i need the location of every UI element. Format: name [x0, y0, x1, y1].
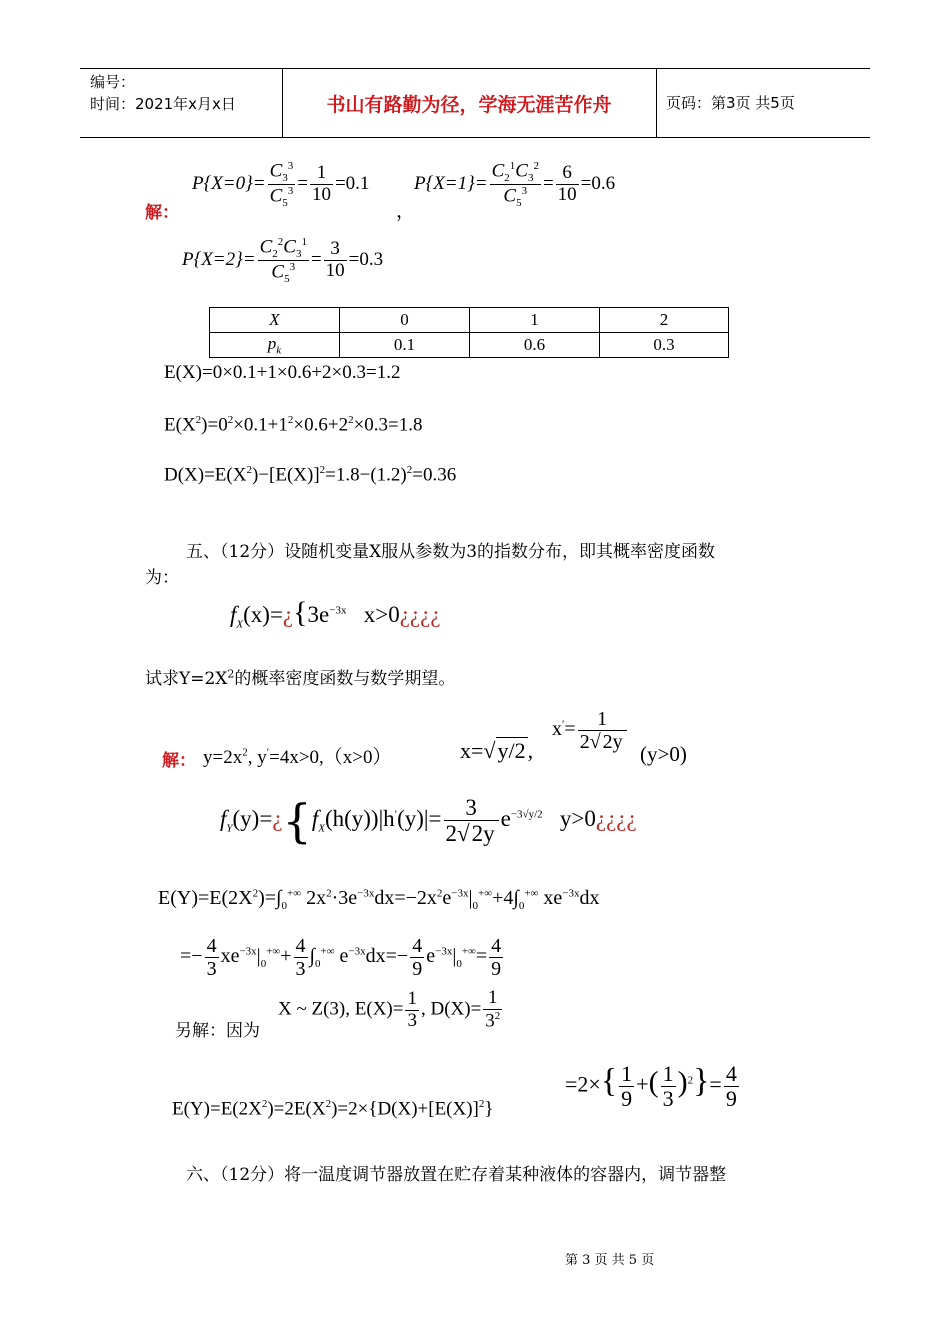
header-divider	[656, 69, 657, 137]
table-cell: 0.6	[470, 333, 600, 358]
prob-x1-lhs: P{X=1}=	[414, 173, 488, 195]
prob-x0-fraction: $\frac{1}{10}$	[311, 162, 331, 206]
expectation-formula: E(X)=0×0.1+1×0.6+2×0.3=1.2	[164, 362, 401, 383]
second-moment-formula: $E(X^2)=0^2\times 0.1+1^2\times 0.6+2^2\times 0.3=1.8$	[164, 414, 423, 436]
density-formula: $f_Y(y)=¿\{f_X(h(y))|h'(y)|=$ $\frac{3}{2√2y}$ $e^{-3√y/2}$ y>0¿¿¿¿	[220, 793, 637, 848]
distribution-table	[209, 307, 729, 358]
alt-solution-label: 另解：因为	[175, 1021, 260, 1041]
expectation-integral-line2: =− $\frac{4}{3}$ $xe^{-3x}|_0^{+\infty}+$ $\frac{4}{3}$ $\int_0^{+\infty}$ $e^{-3x}dx=-$ $\frac{4}{9}$ $e^{-3x}|_0^{+\infty}=$ $\frac{4}{9}$	[180, 935, 502, 980]
table-header-cell: 0	[340, 308, 470, 333]
table-header-cell: 1	[470, 308, 600, 333]
problem5-intro-line1: 五、（12分）设随机变量X服从参数为3的指数分布，即其概率密度函数	[186, 542, 716, 562]
header-time: 时间：2021年x月x日	[90, 95, 236, 113]
variance-formula: $D(X)=E(X^2)-[E(X)]^2=1.8-(1.2)^2=0.36$	[164, 464, 457, 486]
alt-expectation-formula-left: $E(Y)=E(2X^2)=2E(X^2)=2\times\{D(X)+[E(X)]^2\}$	[172, 1098, 494, 1120]
expectation-integral-line1: $E(Y)=E(2X^2)=\int_0^{+\infty}$ $2x^2\cdot 3e^{-3x}dx=-2x^2e^{-3x}|_0^{+\infty}+4\int_0^{+\infty}$ $xe^{-3x}dx$	[158, 887, 600, 912]
table-header-cell: X	[210, 308, 340, 333]
header-meta	[90, 71, 236, 115]
table-cell: 0.3	[600, 333, 729, 358]
alt-expectation-formula-right: =2×{ $\frac{1}{9}$ +( $\frac{1}{3}$ )$^2$}= $\frac{4}{9}$	[565, 1061, 737, 1112]
inverse-formula: x=√y/2,	[460, 738, 534, 763]
problem5-question: 试求$Y=2X^2$的概率密度函数与数学期望。	[145, 667, 456, 689]
page-footer: 第 3 页 共 5 页	[565, 1253, 655, 1268]
prob-x1-comb-fraction: $\frac{C_2^1C_3^2}{C_5^3}$	[491, 160, 539, 210]
prob-x0-lhs: P{X=0}=	[192, 173, 266, 195]
formula-comma: ，	[396, 201, 416, 222]
prob-x2-value: =0.3	[348, 249, 384, 271]
header-number: 编号：	[90, 73, 136, 91]
solution-label: 解：	[145, 203, 179, 223]
derivative-formula: x′= $\frac{1}{2√ 2y}$	[552, 708, 629, 753]
prob-x1-formula: P{X=1}= $\frac{C_2^1C_3^2}{C_5^3}$ = $\frac{6}{10}$ =0.6	[414, 160, 616, 210]
prob-x2-lhs: P{X=2}=	[182, 249, 256, 271]
table-header-cell: 2	[600, 308, 729, 333]
header-motto: 书山有路勤为径，学海无涯苦作舟	[326, 94, 612, 116]
table-cell-pk: $p_k$	[210, 333, 340, 358]
header-page-number: 页码：第3页 共5页	[666, 94, 795, 112]
prob-x2-fraction: $\frac{3}{10}$	[325, 238, 345, 282]
prob-x0-comb-fraction: $\frac{C_3^3}{C_5^3}$	[269, 160, 294, 210]
prob-x1-value: =0.6	[580, 173, 616, 195]
problem6-intro: 六、（12分）将一温度调节器放置在贮存着某种液体的容器内，调节器整	[186, 1165, 727, 1185]
prob-x0-value: =0.1	[334, 173, 370, 195]
prob-x1-fraction: $\frac{6}{10}$	[557, 162, 577, 206]
table-row	[210, 333, 729, 358]
substitution-formula: $y=2x^2$, y′=4x>0,（x>0）	[203, 746, 392, 768]
prob-x2-comb-fraction: $\frac{C_2^2C_3^1}{C_5^3}$	[259, 236, 307, 286]
alt-distribution-formula: X ~ Z(3), E(X)= $\frac{1}{3}$ , D(X)= $\frac{1}{3^2}$	[278, 987, 501, 1032]
domain-condition: (y>0)	[640, 742, 687, 766]
prob-x0-formula: P{X=0}= $\frac{C_3^3}{C_5^3}$ = $\frac{1}{10}$ =0.1	[192, 160, 370, 210]
problem5-intro-line2: 为：	[145, 568, 179, 588]
table-cell: 0.1	[340, 333, 470, 358]
prob-x2-formula: P{X=2}= $\frac{C_2^2C_3^1}{C_5^3}$ = $\frac{3}{10}$ =0.3	[182, 236, 384, 286]
table-row	[210, 308, 729, 333]
solution-label: 解：	[162, 751, 196, 771]
pdf-formula: $f_X(x)=¿\{3e^{-3x}$ x>0¿¿¿¿	[230, 596, 441, 631]
